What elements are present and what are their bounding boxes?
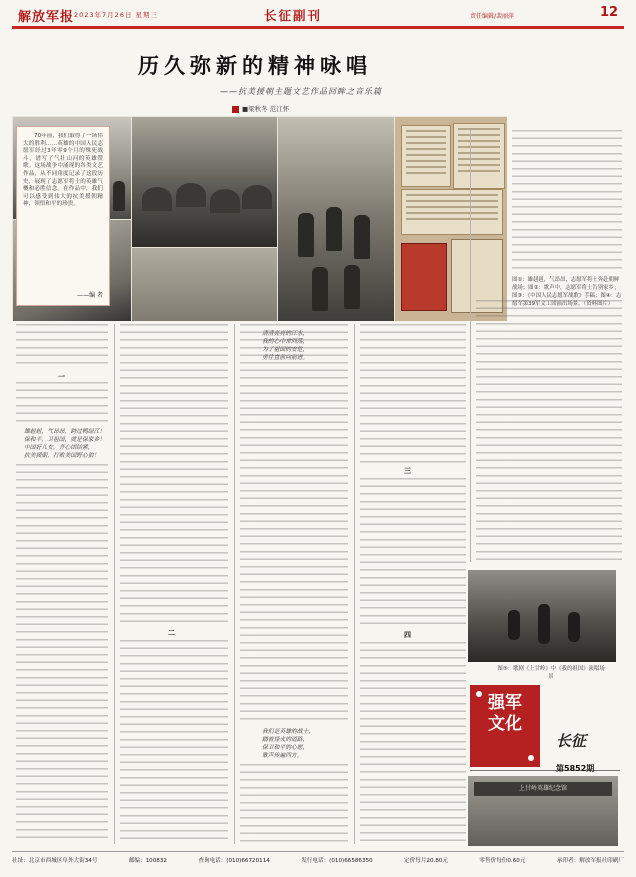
lyrics-line: 我的心中常回荡， [262,339,309,345]
column-divider [354,324,355,844]
stamp-line-1: 强军 [488,693,522,713]
lyrics-line: 雄赳赳，气昂昂，跨过鸭绿江！ [24,429,106,435]
subhead-4: 四 [404,631,411,639]
byline-text: ■梁秋冬 范江怀 [242,105,290,113]
subhead-1: 一 [58,373,65,381]
lyrics-line: 清清亮亮的江水， [262,331,309,337]
editor-note-box [16,126,110,306]
body-text-col1b [16,382,108,424]
songbook-cover [401,243,447,311]
byline [232,104,289,113]
column-divider [234,324,235,844]
body-text-col1a [16,324,108,368]
body-text-col2b [120,640,228,844]
photo-troops [131,247,278,321]
body-text-col5a [512,130,622,270]
photo-performance [277,116,395,321]
masthead: 解放军报 [18,10,75,25]
sidebar-rule [470,770,620,771]
photo-caption: 图①：雄赳赳，气昂昂，志愿军将士奔赴朝鲜战场；图②：歌声中，志愿军将士告别家乡；图③：《中国人民志愿军战歌》手稿；图④：志愿军第39军文工团演出场景。（资料图片） [512,277,622,307]
photo-farewell [131,116,278,248]
lyrics-line: 我们是英雄的战士， [262,729,315,735]
memorial-banner: 上甘岭英雄纪念馆 [474,782,612,796]
footer [12,856,624,864]
lyrics-line: 歌声传遍四方。 [262,753,303,759]
singer-photo-caption: 图⑤：歌剧《上甘岭》中《我的祖国》演唱场景 [497,666,605,680]
lyrics-quote [24,428,112,460]
body-text-col3c [240,764,348,844]
article-subtitle: ——抗美援朝主题文艺作品回眸之音乐篇 [220,87,382,96]
lyrics-line: 抗美援朝，打败美国野心狼！ [24,453,100,459]
section-title: 长征副刊 [264,8,323,23]
subhead-3: 三 [404,467,411,475]
footer-rule [12,851,624,852]
calligraphy-logo: 长征 [556,732,587,750]
header-rule [12,26,624,29]
lyrics-quote-3 [262,728,346,760]
page-number: 12 [600,5,619,20]
footer-price: 定价每月20.80元 [404,858,449,864]
article-title: 历久弥新的精神咏唱 [138,53,372,78]
footer-phone: 查询电话：(010)66720114 [198,858,270,864]
square-bullet-icon [232,106,239,113]
body-text-col4c [360,642,466,844]
body-text-col4b [360,478,466,624]
editor-credit: 责任编辑/裴丽萍 [470,13,515,20]
photo-memorial [468,776,618,846]
body-text-col5b [476,300,622,562]
footer-fax: 发行电话：(010)66586350 [301,858,373,864]
footer-postcode: 邮编：100832 [128,858,167,864]
photo-singer [468,570,616,662]
body-text-col2a [120,324,228,624]
body-text-col4a [360,324,466,464]
body-text-col1c [16,464,108,844]
lyrics-line: 中国好儿女，齐心团结紧， [24,445,94,451]
footer-printer: 承印者：解放军报社印刷厂 [556,858,624,864]
issue-number: 第5852期 [556,764,595,773]
stamp-line-2: 文化 [488,714,522,734]
column-divider [114,324,115,844]
lyrics-quote-2 [262,330,346,362]
footer-retail: 零售价每份0.60元 [479,858,526,864]
footer-address: 社址：北京市西城区阜外大街34号 [12,858,98,864]
lyrics-line: 勇往直前向前进。 [262,355,309,361]
column-divider [470,130,471,562]
subhead-2: 二 [168,629,175,637]
intro-signature: ——编 者 [77,292,103,299]
lyrics-line: 为了祖国的安危， [262,347,309,353]
intro-text: 70年前，我们取得了一场伟大的胜利……英雄的中国人民志愿军经过3年零9个月的殊死战斗，谱写了气壮山河的英雄赞歌。这场战争中涌现的各类文艺作品，从不同角度记录了这段历史，展现了志愿军将士的英雄气概和必胜信念。在作品中，我们可以感受到伟大的抗美援朝精神，领悟和平的珍贵。 [23,133,103,208]
body-text-col3b [240,414,348,724]
lyrics-line: 保和平，卫祖国，就是保家乡！ [24,437,106,443]
lyrics-line: 保卫和平的心愿， [262,745,309,751]
issue-date: 2023年7月26日 星期三 [74,11,159,19]
column-logo-stamp [470,685,540,767]
lyrics-line: 踏着烽火的道路， [262,737,309,743]
photo-manuscripts [394,116,507,321]
